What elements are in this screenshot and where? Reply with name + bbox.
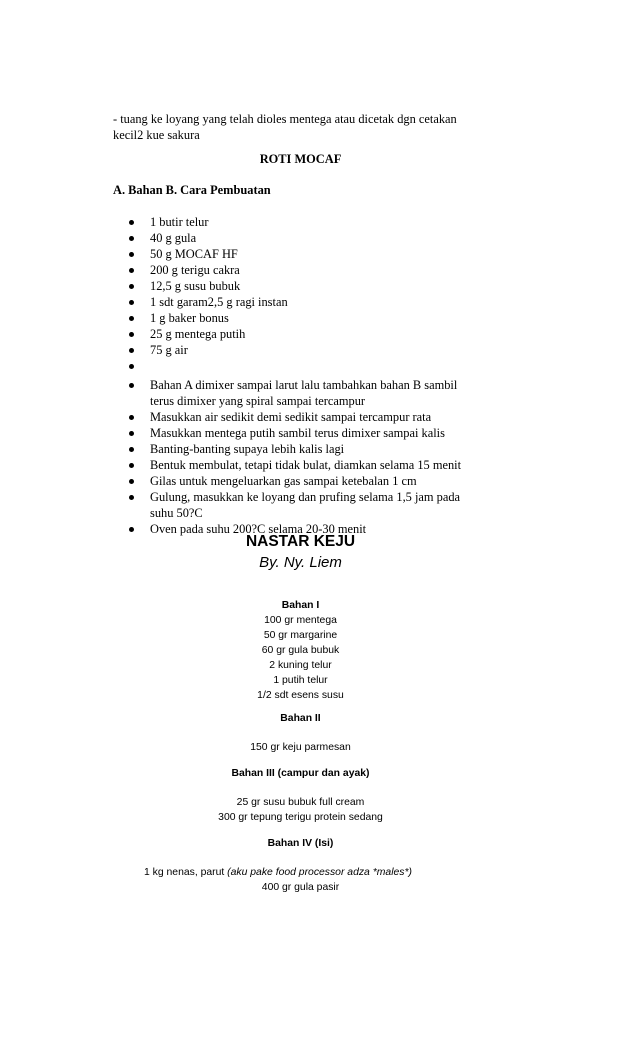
bahan-1-heading: Bahan I xyxy=(281,600,320,611)
bullet-icon xyxy=(129,463,134,468)
list-item: Bahan A dimixer sampai larut lalu tambahkan bahan B sambil terus dimixer yang spiral sampai tercampur xyxy=(113,377,493,409)
roti-section-heading: A. Bahan B. Cara Pembuatan xyxy=(113,183,271,197)
ingredient-line: 1 kg nenas, parut (aku pake food processor adza *males*) xyxy=(143,867,412,878)
list-item: 75 g air xyxy=(113,342,493,358)
ingredient-line: 150 gr keju parmesan xyxy=(250,742,351,753)
list-item: Bentuk membulat, tetapi tidak bulat, diamkan selama 15 menit xyxy=(113,457,493,473)
bullet-icon xyxy=(129,383,134,388)
list-item: Oven pada suhu 200?C selama 20-30 menit xyxy=(113,521,493,537)
bullet-icon xyxy=(129,284,134,289)
bullet-icon xyxy=(129,236,134,241)
list-item: 1 butir telur xyxy=(113,214,493,230)
ingredient-line: 25 gr susu bubuk full cream xyxy=(236,797,365,808)
list-item: Masukkan air sedikit demi sedikit sampai tercampur rata xyxy=(113,409,493,425)
ingredient-line: 300 gr tepung terigu protein sedang xyxy=(218,812,383,823)
list-item-empty xyxy=(113,358,493,374)
bullet-icon xyxy=(129,364,134,369)
bullet-icon xyxy=(129,316,134,321)
list-item: 25 g mentega putih xyxy=(113,326,493,342)
bullet-icon xyxy=(129,447,134,452)
bahan-2-block xyxy=(113,711,488,755)
ingredient-line: 2 kuning telur xyxy=(269,660,332,671)
bahan-2-heading: Bahan II xyxy=(280,713,321,724)
list-item: Gulung, masukkan ke loyang dan prufing selama 1,5 jam pada suhu 50?C xyxy=(113,489,493,521)
list-item: 40 g gula xyxy=(113,230,493,246)
ingredient-line: 50 gr margarine xyxy=(263,630,338,641)
ingredient-line: 1/2 sdt esens susu xyxy=(257,690,344,701)
roti-title: ROTI MOCAF xyxy=(259,152,342,166)
intro-paragraph xyxy=(113,111,493,143)
bullet-icon xyxy=(129,415,134,420)
ingredient-line: 400 gr gula pasir xyxy=(261,882,340,893)
intro-line-2: kecil2 kue sakura xyxy=(113,128,200,142)
bullet-icon xyxy=(129,268,134,273)
bahan-1-block xyxy=(113,598,488,703)
bullet-icon xyxy=(129,495,134,500)
bullet-icon xyxy=(129,220,134,225)
bahan-3-block xyxy=(113,766,488,825)
list-item: Masukkan mentega putih sambil terus dimixer sampai kalis xyxy=(113,425,493,441)
bahan-3-heading: Bahan III (campur dan ayak) xyxy=(231,768,370,779)
list-item: 1 g baker bonus xyxy=(113,310,493,326)
steps-list xyxy=(113,377,493,537)
bullet-icon xyxy=(129,332,134,337)
ingredient-line: 60 gr gula bubuk xyxy=(261,645,340,656)
ingredient-list xyxy=(113,214,493,374)
intro-line-1: - tuang ke loyang yang telah dioles mentega atau dicetak dgn cetakan xyxy=(113,112,457,126)
list-item: 200 g terigu cakra xyxy=(113,262,493,278)
ingredient-line: 100 gr mentega xyxy=(264,615,337,626)
ingredient-line: 1 putih telur xyxy=(273,675,328,686)
list-item: 50 g MOCAF HF xyxy=(113,246,493,262)
bullet-icon xyxy=(129,348,134,353)
bullet-icon xyxy=(129,252,134,257)
nastar-title: NASTAR KEJU xyxy=(245,533,356,550)
bullet-icon xyxy=(129,479,134,484)
list-item: Banting-banting supaya lebih kalis lagi xyxy=(113,441,493,457)
nastar-author: By. Ny. Liem xyxy=(259,554,342,571)
bahan-4-heading: Bahan IV (Isi) xyxy=(267,838,334,849)
bullet-icon xyxy=(129,300,134,305)
list-item: Gilas untuk mengeluarkan gas sampai ketebalan 1 cm xyxy=(113,473,493,489)
list-item: 1 sdt garam2,5 g ragi instan xyxy=(113,294,493,310)
bullet-icon xyxy=(129,431,134,436)
list-item: 12,5 g susu bubuk xyxy=(113,278,493,294)
bahan-4-block xyxy=(113,836,488,895)
